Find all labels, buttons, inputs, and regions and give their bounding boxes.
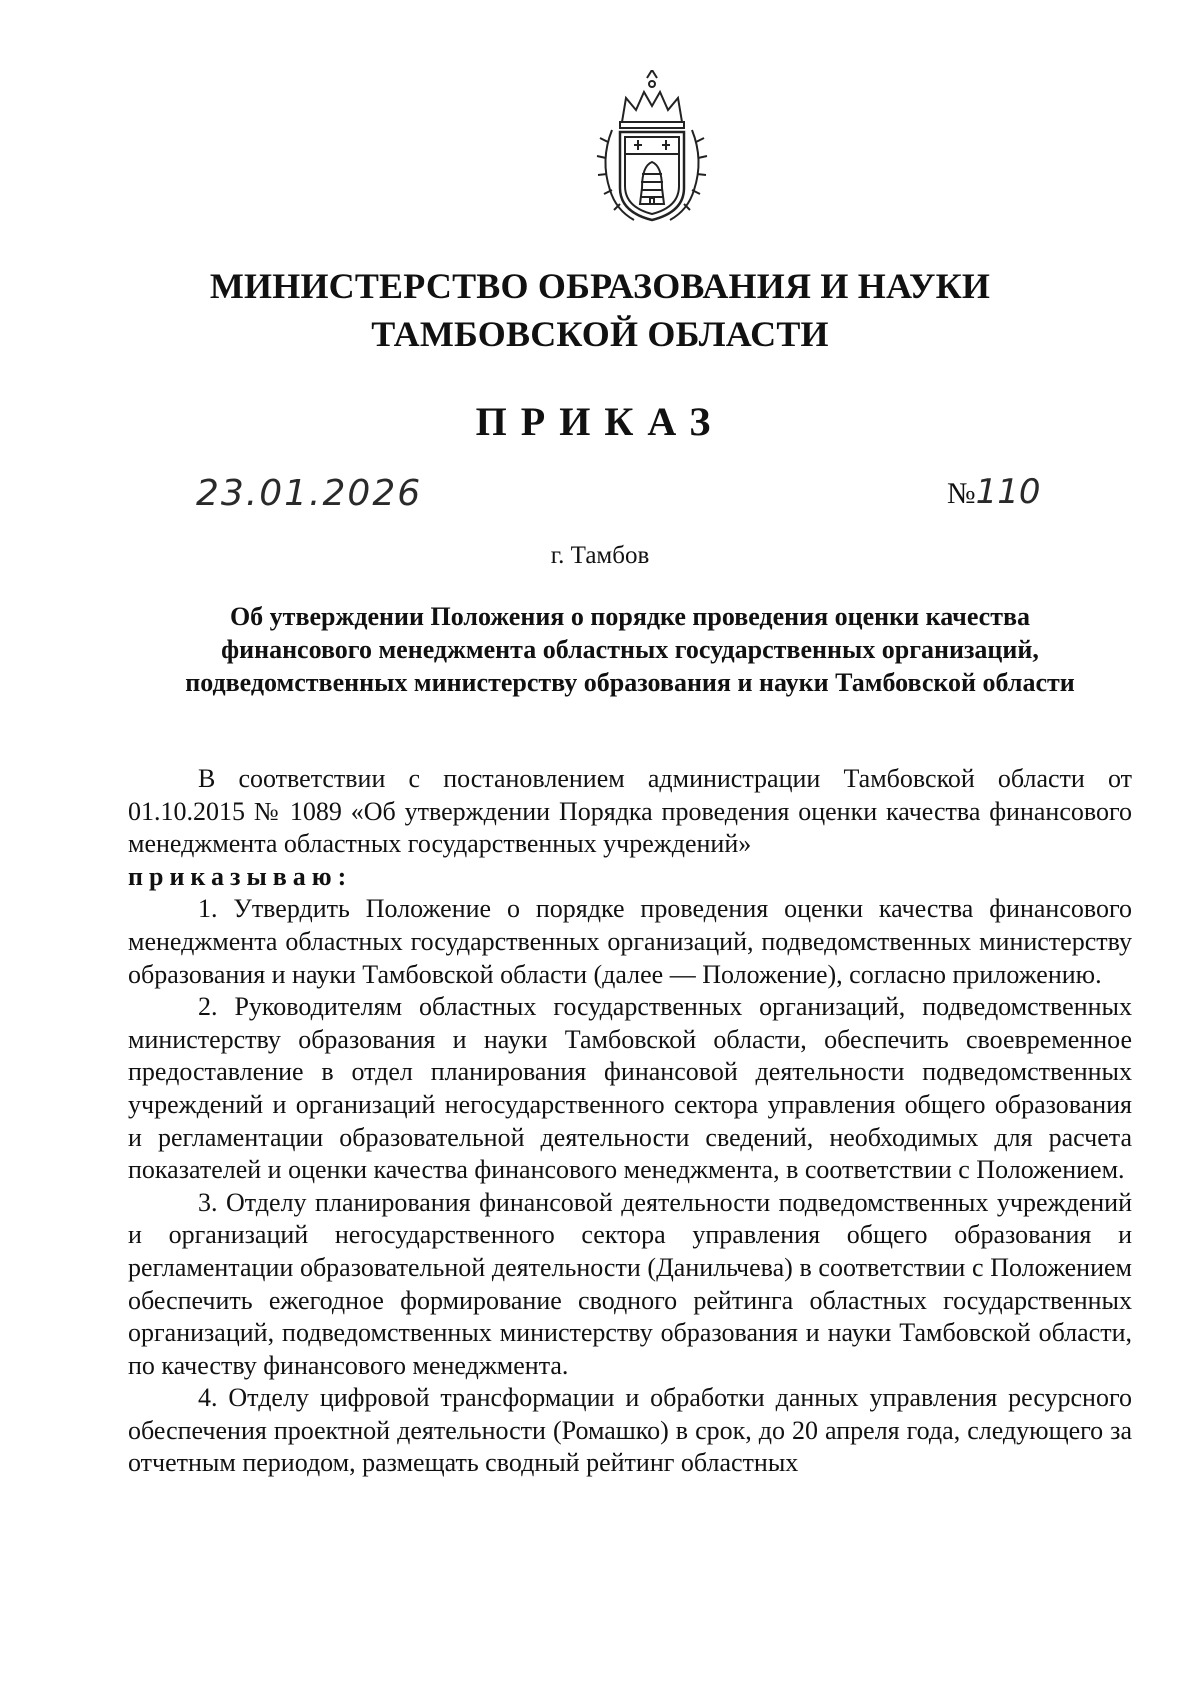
order-date: 23.01.2026 xyxy=(196,473,423,514)
ministry-title-line-2: ТАМБОВСКОЙ ОБЛАСТИ xyxy=(371,314,829,354)
item-1-paragraph: 1. Утвердить Положение о порядке проведения оценки качества финансового менеджмента областных государственных организаций, подведомственных министерству образования и науки Тамбовской области (далее — Положение), согласно приложению. xyxy=(128,894,1132,989)
subject-line-3: подведомственных министерству образования и науки Тамбовской области xyxy=(185,668,1075,697)
number-sign: № xyxy=(947,477,976,510)
intro-paragraph: В соответствии с постановлением администрации Тамбовской области от 01.10.2015 № 1089 «Об утверждении Порядка проведения оценки качества финансового менеджмента областных государственных учреждений» xyxy=(128,764,1132,859)
coat-of-arms-emblem xyxy=(592,70,712,230)
ministry-title xyxy=(0,262,1200,358)
order-subject xyxy=(130,600,1130,699)
document-type-title: ПРИКАЗ xyxy=(475,399,725,444)
item-2-paragraph: 2. Руководителям областных государственных организаций, подведомственных министерству образования и науки Тамбовской области, обеспечить своевременное предоставление в отдел планирования финансовой деятельности подведомственных учреждений и организаций негосударственного сектора управления общего образования и регламентации образовательной деятельности сведений, необходимых для расчета показателей и оценки качества финансового менеджмента, в соответствии с Положением. xyxy=(128,992,1132,1185)
ministry-title-line-1: МИНИСТЕРСТВО ОБРАЗОВАНИЯ И НАУКИ xyxy=(209,266,991,306)
subject-line-1: Об утверждении Положения о порядке проведения оценки качества xyxy=(229,602,1031,631)
subject-line-2: финансового менеджмента областных государственных организаций, xyxy=(221,635,1039,664)
city-line: г. Тамбов xyxy=(550,542,650,569)
order-number-value: 110 xyxy=(975,472,1041,512)
item-4-paragraph: 4. Отделу цифровой трансформации и обработки данных управления ресурсного обеспечения проектной деятельности (Ромашко) в срок, до 20 апреля года, следующего за отчетным периодом, размещать сводный рейтинг областных xyxy=(128,1383,1132,1478)
order-word-paragraph xyxy=(128,861,1132,894)
item-3-paragraph: 3. Отделу планирования финансовой деятельности подведомственных учреждений и организаций негосударственного сектора управления общего образования и регламентации образовательной деятельности (Данильчева) в соответствии с Положением обеспечить ежегодное формирование сводного рейтинга областных государственных организаций, подведомственных министерству образования и науки Тамбовской области, по качеству финансового менеджмента. xyxy=(128,1187,1132,1380)
order-word: приказываю: xyxy=(128,861,353,891)
order-number xyxy=(947,472,1041,512)
order-body xyxy=(128,763,1132,1480)
